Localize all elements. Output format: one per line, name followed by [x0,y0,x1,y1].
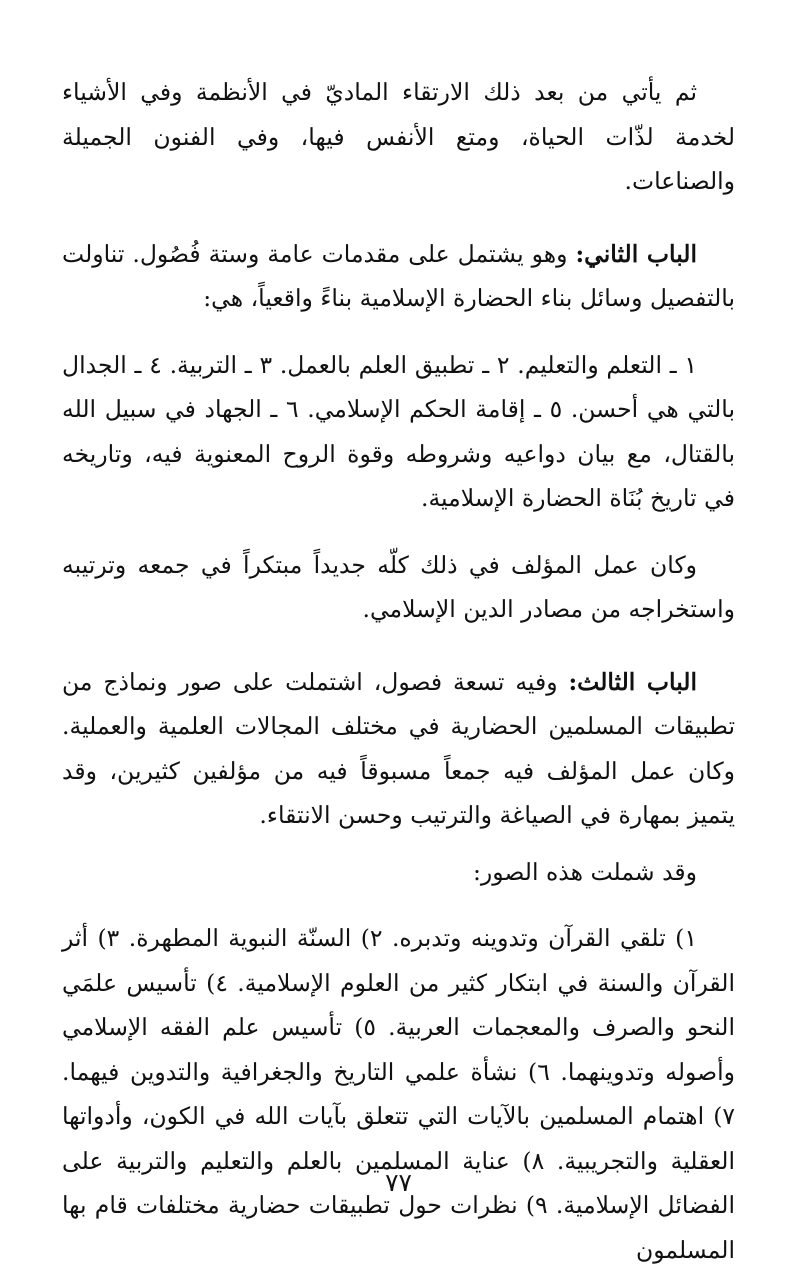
paragraph-text: ثم يأتي من بعد ذلك الارتقاء الماديّ في الأنظمة وفي الأشياء لخدمة لذّات الحياة، ومتع الأنفس فيها، وفي الفنون الجميلة والصناعات. [62,78,735,195]
paragraph-images-intro [62,850,735,895]
chapter-three-heading: الباب الثالث: [568,667,697,696]
paragraph-material-progress [62,70,735,204]
paragraph-text: ١) تلقي القرآن وتدوينه وتدبره. ٢) السنّة النبوية المطهرة. ٣) أثر القرآن والسنة في ابتكار كثير من العلوم الإسلامية. ٤) تأسيس علمَي النحو والصرف والمعجمات العربية. ٥) تأسيس علم الفقه الإسلامي وأصوله وتدوينهما. ٦) نشأة علمي التاريخ والجغرافية والتدوين فيهما. ٧) اهتمام المسلمين بالآيات التي تتعلق بآيات الله في الكون، وأدواتها العقلية والتجريبية. ٨) عناية المسلمين بالعلم والتعليم والتربية على الفضائل الإسلامية. ٩) نظرات حول تطبيقات حضارية مختلفات قام بها المسلمون [62,924,736,1264]
paragraph-chapter-two-list [62,343,735,521]
paragraph-text: وقد شملت هذه الصور: [473,857,697,886]
paragraph-text: وكان عمل المؤلف في ذلك كلّه جديداً مبتكراً في جمعه وترتيبه واستخراجه من مصادر الدين الإسلامي. [62,550,735,623]
paragraph-text: ١ ـ التعلم والتعليم. ٢ ـ تطبيق العلم بالعمل. ٣ ـ التربية. ٤ ـ الجدال بالتي هي أحسن. ٥ ـ إقامة الحكم الإسلامي. ٦ ـ الجهاد في سبيل الله بالقتال، مع بيان دواعيه وشروطه وقوة الروح المعنوية فيه، وتاريخه في تاريخ بُنَاة الحضارة الإسلامية. [62,350,736,512]
paragraph-author-work-two [62,543,735,632]
page-number: ٧٧ [385,1168,412,1197]
paragraph-text: وفيه تسعة فصول، اشتملت على صور ونماذج من تطبيقات المسلمين الحضارية في مختلف المجالات العلمية والعملية. وكان عمل المؤلف فيه جمعاً مسبوقاً فيه من مؤلفين كثيرين، وقد يتميز بمهارة في الصياغة والترتيب وحسن الانتقاء. [62,667,735,829]
chapter-two-heading: الباب الثاني: [575,239,697,268]
paragraph-text: وهو يشتمل على مقدمات عامة وستة فُصُول. تناولت بالتفصيل وسائل بناء الحضارة الإسلامية بناءً واقعياً، هي: [62,239,735,312]
paragraph-chapter-three [62,660,735,838]
paragraph-chapter-three-list [62,916,735,1272]
paragraph-chapter-two [62,232,735,321]
